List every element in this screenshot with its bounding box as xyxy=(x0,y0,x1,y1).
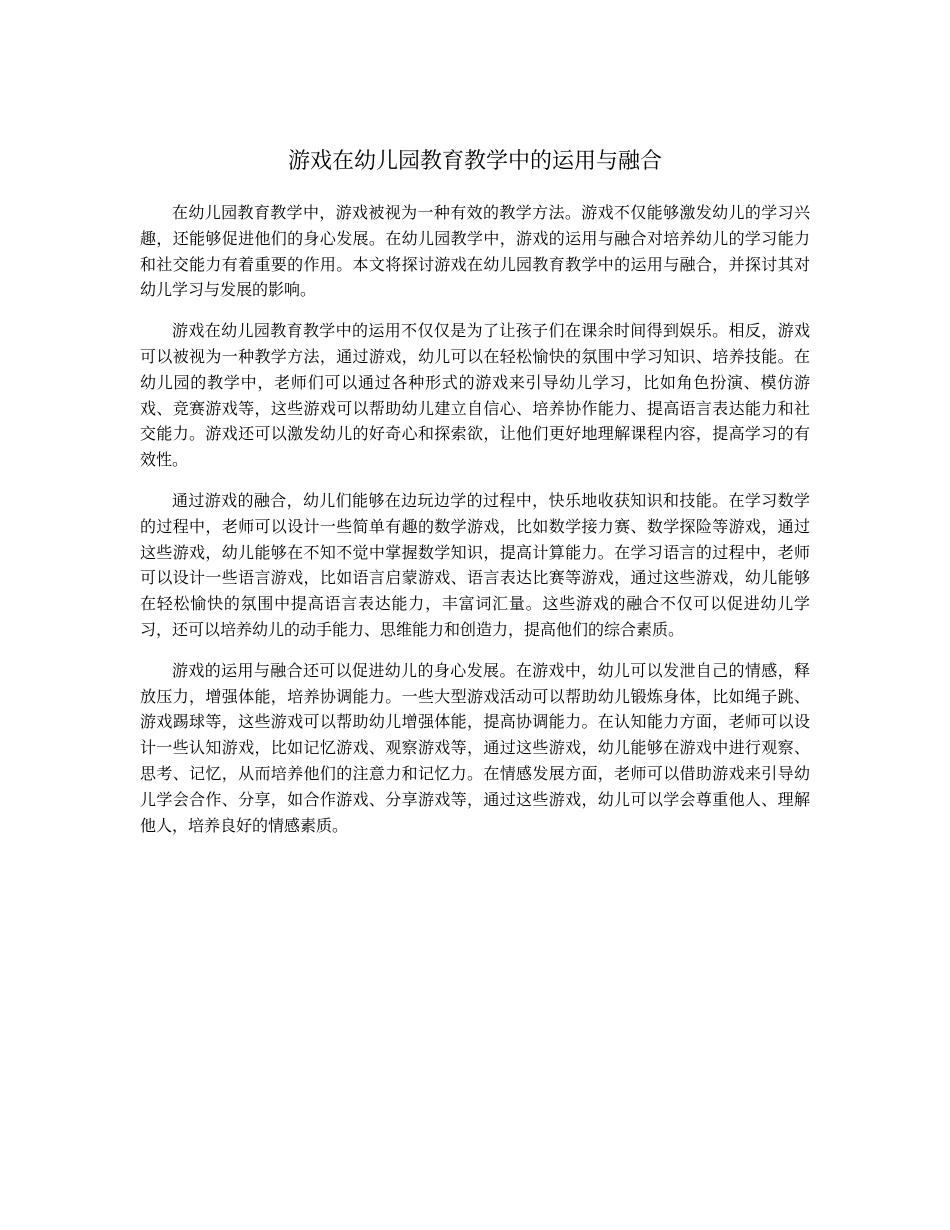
document-body xyxy=(140,200,810,853)
paragraph-1: 在幼儿园教育教学中，游戏被视为一种有效的教学方法。游戏不仅能够激发幼儿的学习兴趣，还能够促进他们的身心发展。在幼儿园教学中，游戏的运用与融合对培养幼儿的学习能力和社交能力有着重要的作用。本文将探讨游戏在幼儿园教育教学中的运用与融合，并探讨其对幼儿学习与发展的影响。 xyxy=(140,203,810,300)
paragraph-2: 游戏在幼儿园教育教学中的运用不仅仅是为了让孩子们在课余时间得到娱乐。相反，游戏可以被视为一种教学方法，通过游戏，幼儿可以在轻松愉快的氛围中学习知识、培养技能。在幼儿园的教学中，老师们可以通过各种形式的游戏来引导幼儿学习，比如角色扮演、模仿游戏、竞赛游戏等，这些游戏可以帮助幼儿建立自信心、培养协作能力、提高语言表达能力和社交能力。游戏还可以激发幼儿的好奇心和探索欲，让他们更好地理解课程内容，提高学习的有效性。 xyxy=(140,321,810,470)
document-title: 游戏在幼儿园教育教学中的运用与融合 xyxy=(287,149,662,174)
paragraph-3: 通过游戏的融合，幼儿们能够在边玩边学的过程中，快乐地收获知识和技能。在学习数学的过程中，老师可以设计一些简单有趣的数学游戏，比如数学接力赛、数学探险等游戏，通过这些游戏，幼儿能够在不知不觉中掌握数学知识，提高计算能力。在学习语言的过程中，老师可以设计一些语言游戏，比如语言启蒙游戏、语言表达比赛等游戏，通过这些游戏，幼儿能够在轻松愉快的氛围中提高语言表达能力，丰富词汇量。这些游戏的融合不仅可以促进幼儿学习，还可以培养幼儿的动手能力、思维能力和创造力，提高他们的综合素质。 xyxy=(140,490,810,639)
paragraph-4: 游戏的运用与融合还可以促进幼儿的身心发展。在游戏中，幼儿可以发泄自己的情感，释放压力，增强体能，培养协调能力。一些大型游戏活动可以帮助幼儿锻炼身体，比如绳子跳、游戏踢球等，这些游戏可以帮助幼儿增强体能，提高协调能力。在认知能力方面，老师可以设计一些认知游戏，比如记忆游戏、观察游戏等，通过这些游戏，幼儿能够在游戏中进行观察、思考、记忆，从而培养他们的注意力和记忆力。在情感发展方面，老师可以借助游戏来引导幼儿学会合作、分享，如合作游戏、分享游戏等，通过这些游戏，幼儿可以学会尊重他人、理解他人，培养良好的情感素质。 xyxy=(140,660,810,835)
